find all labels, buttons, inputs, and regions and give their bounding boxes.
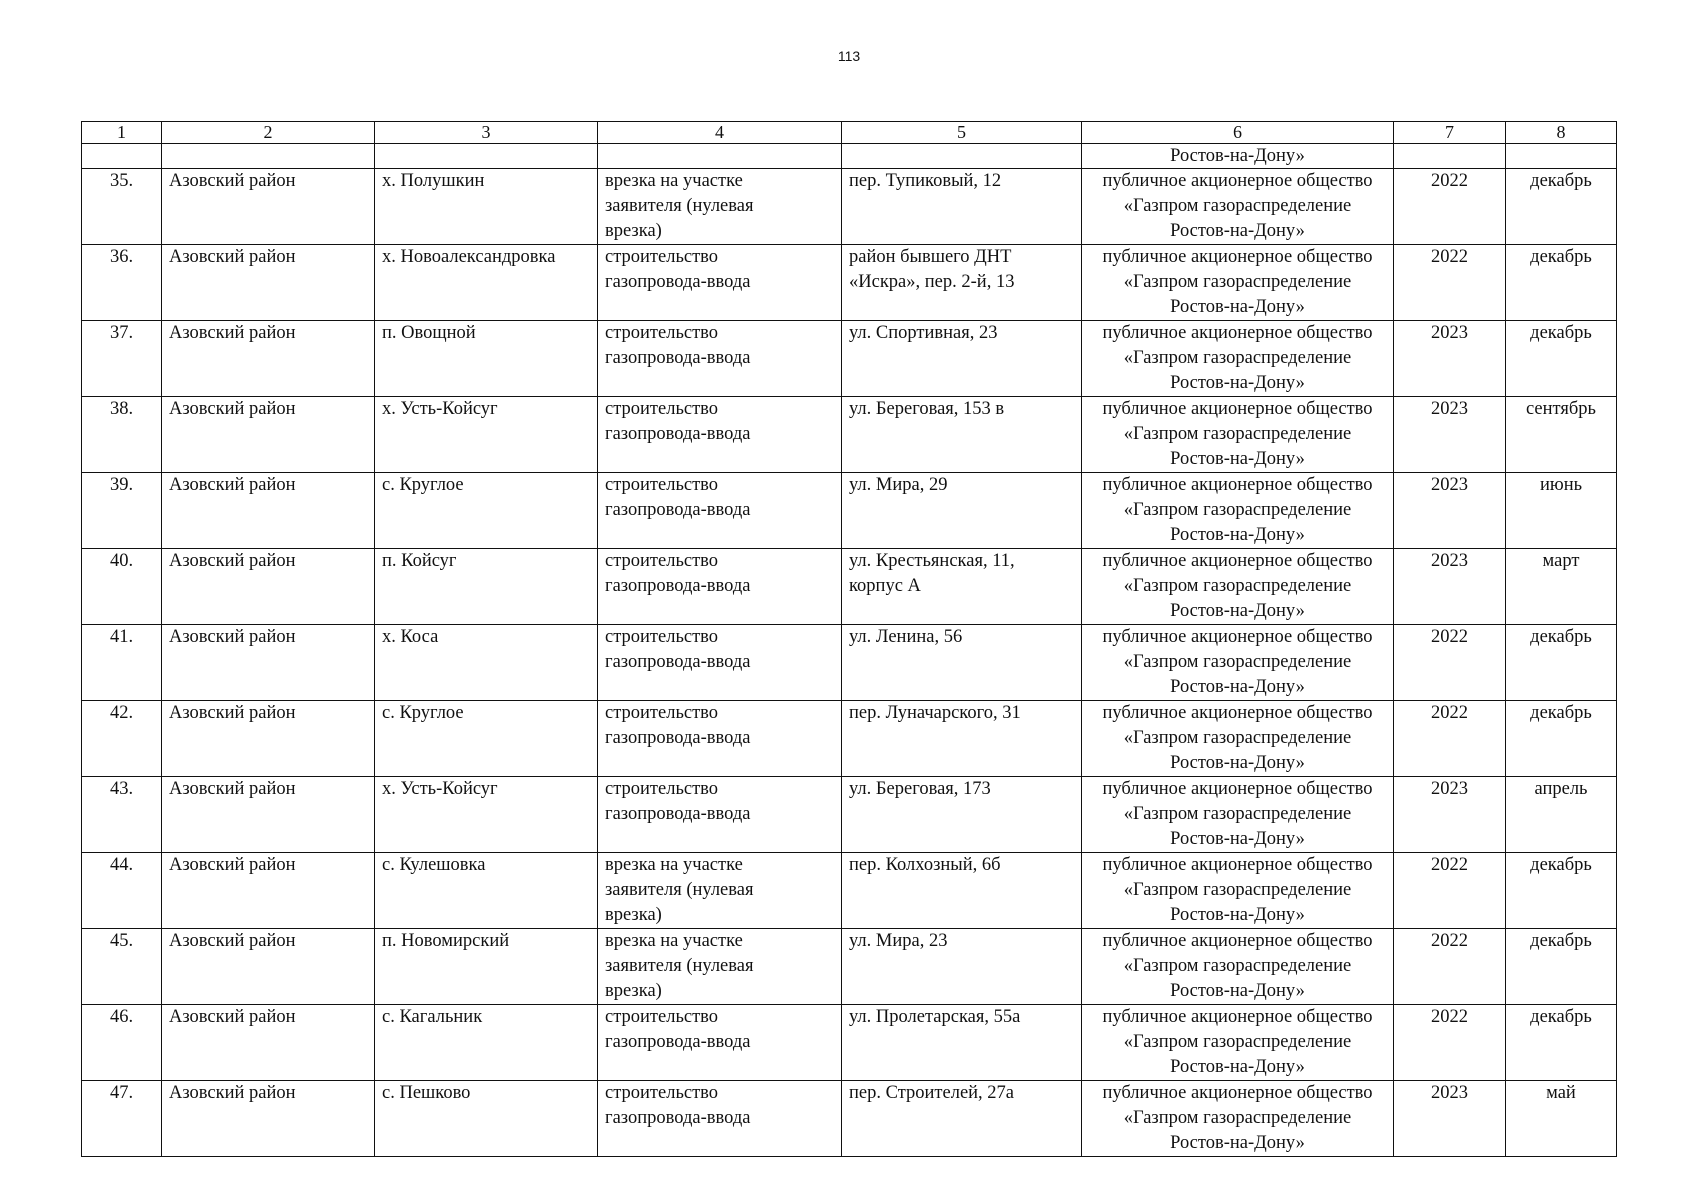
cell-org xyxy=(1082,245,1394,321)
cell-work xyxy=(598,929,842,1005)
cell-line: строительство xyxy=(605,1083,719,1103)
cell-year: 2023 xyxy=(1394,473,1506,549)
cell-settlement: п. Новомирский xyxy=(375,929,598,1005)
cell-line: «Газпром газораспределение xyxy=(1123,1108,1352,1128)
cell-work xyxy=(598,625,842,701)
cell-address xyxy=(842,777,1082,853)
cell-district: Азовский район xyxy=(162,245,375,321)
cell-work xyxy=(598,321,842,397)
cell-line: «Газпром газораспределение xyxy=(1123,880,1352,900)
cell-org xyxy=(1082,1005,1394,1081)
cell-line: Ростов-на-Дону» xyxy=(1170,297,1305,317)
cell-year: 2023 xyxy=(1394,397,1506,473)
cell-month: сентябрь xyxy=(1506,397,1617,473)
cell-num: 36. xyxy=(82,245,162,321)
cell-district: Азовский район xyxy=(162,1005,375,1081)
cell-num: 42. xyxy=(82,701,162,777)
cell-line: строительство xyxy=(605,703,719,723)
cell-line: ул. Мира, 23 xyxy=(849,931,948,951)
cell-org xyxy=(1082,397,1394,473)
cell-year: 2022 xyxy=(1394,853,1506,929)
cell-month: декабрь xyxy=(1506,169,1617,245)
cell-line: строительство xyxy=(605,551,719,571)
cell-district: Азовский район xyxy=(162,397,375,473)
cell-num: 43. xyxy=(82,777,162,853)
cell-line: Ростов-на-Дону» xyxy=(1170,601,1305,621)
cell-month: июнь xyxy=(1506,473,1617,549)
cell-month: май xyxy=(1506,1081,1617,1157)
cell-settlement: с. Круглое xyxy=(375,701,598,777)
cell-district: Азовский район xyxy=(162,777,375,853)
cell-address xyxy=(842,144,1082,169)
cell-line: публичное акционерное общество xyxy=(1102,171,1373,191)
cell-settlement: с. Кулешовка xyxy=(375,853,598,929)
cell-line: газопровода-ввода xyxy=(605,348,751,368)
cell-line: «Газпром газораспределение xyxy=(1123,348,1352,368)
cell-work xyxy=(598,853,842,929)
cell-line: строительство xyxy=(605,627,719,647)
cell-num: 47. xyxy=(82,1081,162,1157)
cell-num: 45. xyxy=(82,929,162,1005)
cell-line: строительство xyxy=(605,247,719,267)
cell-year xyxy=(1394,144,1506,169)
cell-line: газопровода-ввода xyxy=(605,500,751,520)
cell-year: 2022 xyxy=(1394,1005,1506,1081)
table-row xyxy=(82,625,1617,701)
cell-line: врезка на участке xyxy=(605,855,743,875)
cell-address xyxy=(842,701,1082,777)
cell-line: ул. Мира, 29 xyxy=(849,475,948,495)
cell-line: газопровода-ввода xyxy=(605,272,751,292)
cell-line: строительство xyxy=(605,399,719,419)
cell-month: декабрь xyxy=(1506,929,1617,1005)
cell-line: строительство xyxy=(605,1007,719,1027)
table-row xyxy=(82,777,1617,853)
cell-line: строительство xyxy=(605,475,719,495)
cell-org xyxy=(1082,169,1394,245)
column-header-4: 4 xyxy=(598,122,842,144)
cell-district: Азовский район xyxy=(162,473,375,549)
cell-settlement: с. Круглое xyxy=(375,473,598,549)
cell-line: газопровода-ввода xyxy=(605,1108,751,1128)
cell-org xyxy=(1082,853,1394,929)
cell-line: Ростов-на-Дону» xyxy=(1170,525,1305,545)
cell-work xyxy=(598,777,842,853)
cell-settlement: с. Кагальник xyxy=(375,1005,598,1081)
cell-line: Ростов-на-Дону» xyxy=(1170,677,1305,697)
table-row xyxy=(82,169,1617,245)
cell-line: ул. Крестьянская, 11, xyxy=(849,551,1015,571)
cell-org xyxy=(1082,549,1394,625)
column-header-1: 1 xyxy=(82,122,162,144)
column-header-6: 6 xyxy=(1082,122,1394,144)
cell-month xyxy=(1506,144,1617,169)
cell-line: Ростов-на-Дону» xyxy=(1170,221,1305,241)
cell-line: публичное акционерное общество xyxy=(1102,855,1373,875)
cell-line: ул. Береговая, 153 в xyxy=(849,399,1005,419)
cell-line: ул. Ленина, 56 xyxy=(849,627,963,647)
cell-line: «Газпром газораспределение xyxy=(1123,728,1352,748)
cell-month: март xyxy=(1506,549,1617,625)
cell-line: публичное акционерное общество xyxy=(1102,323,1373,343)
cell-work xyxy=(598,397,842,473)
cell-line: Ростов-на-Дону» xyxy=(1170,753,1305,773)
cell-line: ул. Спортивная, 23 xyxy=(849,323,998,343)
cell-district: Азовский район xyxy=(162,929,375,1005)
cell-line: публичное акционерное общество xyxy=(1102,1083,1373,1103)
cell-line: ул. Береговая, 173 xyxy=(849,779,991,799)
cell-line: Ростов-на-Дону» xyxy=(1170,905,1305,925)
cell-work xyxy=(598,144,842,169)
table-row xyxy=(82,549,1617,625)
cell-line: публичное акционерное общество xyxy=(1102,703,1373,723)
cell-org xyxy=(1082,625,1394,701)
cell-address xyxy=(842,625,1082,701)
cell-line: «Газпром газораспределение xyxy=(1123,1032,1352,1052)
cell-line: «Газпром газораспределение xyxy=(1123,272,1352,292)
cell-line: «Газпром газораспределение xyxy=(1123,500,1352,520)
cell-line: заявителя (нулевая xyxy=(605,196,754,216)
cell-settlement: п. Койсуг xyxy=(375,549,598,625)
cell-address xyxy=(842,853,1082,929)
column-header-8: 8 xyxy=(1506,122,1617,144)
cell-line: пер. Луначарского, 31 xyxy=(849,703,1021,723)
cell-district: Азовский район xyxy=(162,1081,375,1157)
cell-num: 37. xyxy=(82,321,162,397)
column-header-2: 2 xyxy=(162,122,375,144)
cell-line: «Газпром газораспределение xyxy=(1123,576,1352,596)
cell-line: строительство xyxy=(605,323,719,343)
cell-num: 41. xyxy=(82,625,162,701)
cell-settlement: х. Полушкин xyxy=(375,169,598,245)
cell-district: Азовский район xyxy=(162,169,375,245)
cell-year: 2023 xyxy=(1394,777,1506,853)
table-row xyxy=(82,1081,1617,1157)
table-row xyxy=(82,321,1617,397)
cell-line: публичное акционерное общество xyxy=(1102,931,1373,951)
cell-line: врезка на участке xyxy=(605,931,743,951)
cell-line: район бывшего ДНТ xyxy=(849,247,1012,267)
cell-num: 40. xyxy=(82,549,162,625)
table-row xyxy=(82,701,1617,777)
cell-line: публичное акционерное общество xyxy=(1102,475,1373,495)
cell-month: апрель xyxy=(1506,777,1617,853)
cell-work xyxy=(598,1005,842,1081)
cell-month: декабрь xyxy=(1506,701,1617,777)
cell-org xyxy=(1082,929,1394,1005)
cell-num xyxy=(82,144,162,169)
cell-line: заявителя (нулевая xyxy=(605,956,754,976)
cell-line: врезка) xyxy=(605,905,662,925)
cell-settlement: х. Новоалександровка xyxy=(375,245,598,321)
cell-line: Ростов-на-Дону» xyxy=(1170,1057,1305,1077)
cell-num: 46. xyxy=(82,1005,162,1081)
table-row xyxy=(82,397,1617,473)
cell-line: Ростов-на-Дону» xyxy=(1170,1133,1305,1153)
cell-line: публичное акционерное общество xyxy=(1102,627,1373,647)
cell-org xyxy=(1082,321,1394,397)
cell-line: «Газпром газораспределение xyxy=(1123,956,1352,976)
table-body xyxy=(82,144,1617,1157)
cell-line: заявителя (нулевая xyxy=(605,880,754,900)
cell-address xyxy=(842,473,1082,549)
cell-work xyxy=(598,245,842,321)
continuation-row xyxy=(82,144,1617,169)
cell-address xyxy=(842,169,1082,245)
cell-line: «Искра», пер. 2-й, 13 xyxy=(849,272,1015,292)
table-row xyxy=(82,1005,1617,1081)
cell-line: ул. Пролетарская, 55а xyxy=(849,1007,1021,1027)
column-header-3: 3 xyxy=(375,122,598,144)
cell-org xyxy=(1082,777,1394,853)
cell-line: «Газпром газораспределение xyxy=(1123,424,1352,444)
cell-year: 2023 xyxy=(1394,549,1506,625)
table-row xyxy=(82,853,1617,929)
table-row xyxy=(82,473,1617,549)
cell-year: 2022 xyxy=(1394,169,1506,245)
cell-line: пер. Строителей, 27а xyxy=(849,1083,1015,1103)
cell-district: Азовский район xyxy=(162,853,375,929)
cell-line: публичное акционерное общество xyxy=(1102,551,1373,571)
cell-settlement xyxy=(375,144,598,169)
cell-org xyxy=(1082,473,1394,549)
cell-line: Ростов-на-Дону» xyxy=(1170,373,1305,393)
cell-line: «Газпром газораспределение xyxy=(1123,196,1352,216)
cell-line: врезка) xyxy=(605,221,662,241)
cell-num: 44. xyxy=(82,853,162,929)
cell-line: врезка) xyxy=(605,981,662,1001)
cell-line: корпус А xyxy=(849,576,921,596)
cell-month: декабрь xyxy=(1506,625,1617,701)
cell-settlement: х. Коса xyxy=(375,625,598,701)
cell-year: 2023 xyxy=(1394,1081,1506,1157)
cell-address xyxy=(842,1005,1082,1081)
cell-line: газопровода-ввода xyxy=(605,728,751,748)
cell-address xyxy=(842,397,1082,473)
gasification-table xyxy=(81,121,1617,1157)
cell-line: газопровода-ввода xyxy=(605,1032,751,1052)
cell-line: газопровода-ввода xyxy=(605,576,751,596)
cell-line: публичное акционерное общество xyxy=(1102,779,1373,799)
cell-year: 2022 xyxy=(1394,929,1506,1005)
cell-line: «Газпром газораспределение xyxy=(1123,652,1352,672)
cell-work xyxy=(598,169,842,245)
cell-district: Азовский район xyxy=(162,701,375,777)
cell-address xyxy=(842,1081,1082,1157)
cell-district: Азовский район xyxy=(162,625,375,701)
table-header xyxy=(82,122,1617,144)
cell-line: Ростов-на-Дону» xyxy=(1170,981,1305,1001)
cell-settlement: х. Усть-Койсуг xyxy=(375,397,598,473)
cell-year: 2022 xyxy=(1394,701,1506,777)
page-number: 113 xyxy=(837,48,861,64)
cell-line: строительство xyxy=(605,779,719,799)
cell-district: Азовский район xyxy=(162,549,375,625)
cell-line: публичное акционерное общество xyxy=(1102,247,1373,267)
cell-address xyxy=(842,245,1082,321)
cell-line: Ростов-на-Дону» xyxy=(1170,829,1305,849)
cell-address xyxy=(842,929,1082,1005)
cell-address xyxy=(842,321,1082,397)
cell-district: Азовский район xyxy=(162,321,375,397)
cell-org: Ростов-на-Дону» xyxy=(1082,144,1394,169)
cell-work xyxy=(598,473,842,549)
cell-work xyxy=(598,701,842,777)
cell-month: декабрь xyxy=(1506,321,1617,397)
cell-month: декабрь xyxy=(1506,245,1617,321)
table-row xyxy=(82,245,1617,321)
cell-num: 35. xyxy=(82,169,162,245)
cell-month: декабрь xyxy=(1506,1005,1617,1081)
cell-month: декабрь xyxy=(1506,853,1617,929)
cell-org xyxy=(1082,701,1394,777)
cell-line: Ростов-на-Дону» xyxy=(1170,449,1305,469)
cell-line: пер. Тупиковый, 12 xyxy=(849,171,1002,191)
cell-line: «Газпром газораспределение xyxy=(1123,804,1352,824)
cell-year: 2022 xyxy=(1394,245,1506,321)
cell-settlement: с. Пешково xyxy=(375,1081,598,1157)
cell-org xyxy=(1082,1081,1394,1157)
cell-work xyxy=(598,1081,842,1157)
cell-line: газопровода-ввода xyxy=(605,424,751,444)
cell-line: врезка на участке xyxy=(605,171,743,191)
header-row xyxy=(82,122,1617,144)
table-row xyxy=(82,929,1617,1005)
cell-line: публичное акционерное общество xyxy=(1102,399,1373,419)
cell-settlement: п. Овощной xyxy=(375,321,598,397)
cell-settlement: х. Усть-Койсуг xyxy=(375,777,598,853)
cell-address xyxy=(842,549,1082,625)
cell-line: публичное акционерное общество xyxy=(1102,1007,1373,1027)
cell-year: 2023 xyxy=(1394,321,1506,397)
cell-num: 38. xyxy=(82,397,162,473)
cell-district xyxy=(162,144,375,169)
cell-line: газопровода-ввода xyxy=(605,804,751,824)
cell-line: пер. Колхозный, 6б xyxy=(849,855,1001,875)
column-header-7: 7 xyxy=(1394,122,1506,144)
column-header-5: 5 xyxy=(842,122,1082,144)
cell-line: газопровода-ввода xyxy=(605,652,751,672)
cell-year: 2022 xyxy=(1394,625,1506,701)
cell-num: 39. xyxy=(82,473,162,549)
cell-work xyxy=(598,549,842,625)
